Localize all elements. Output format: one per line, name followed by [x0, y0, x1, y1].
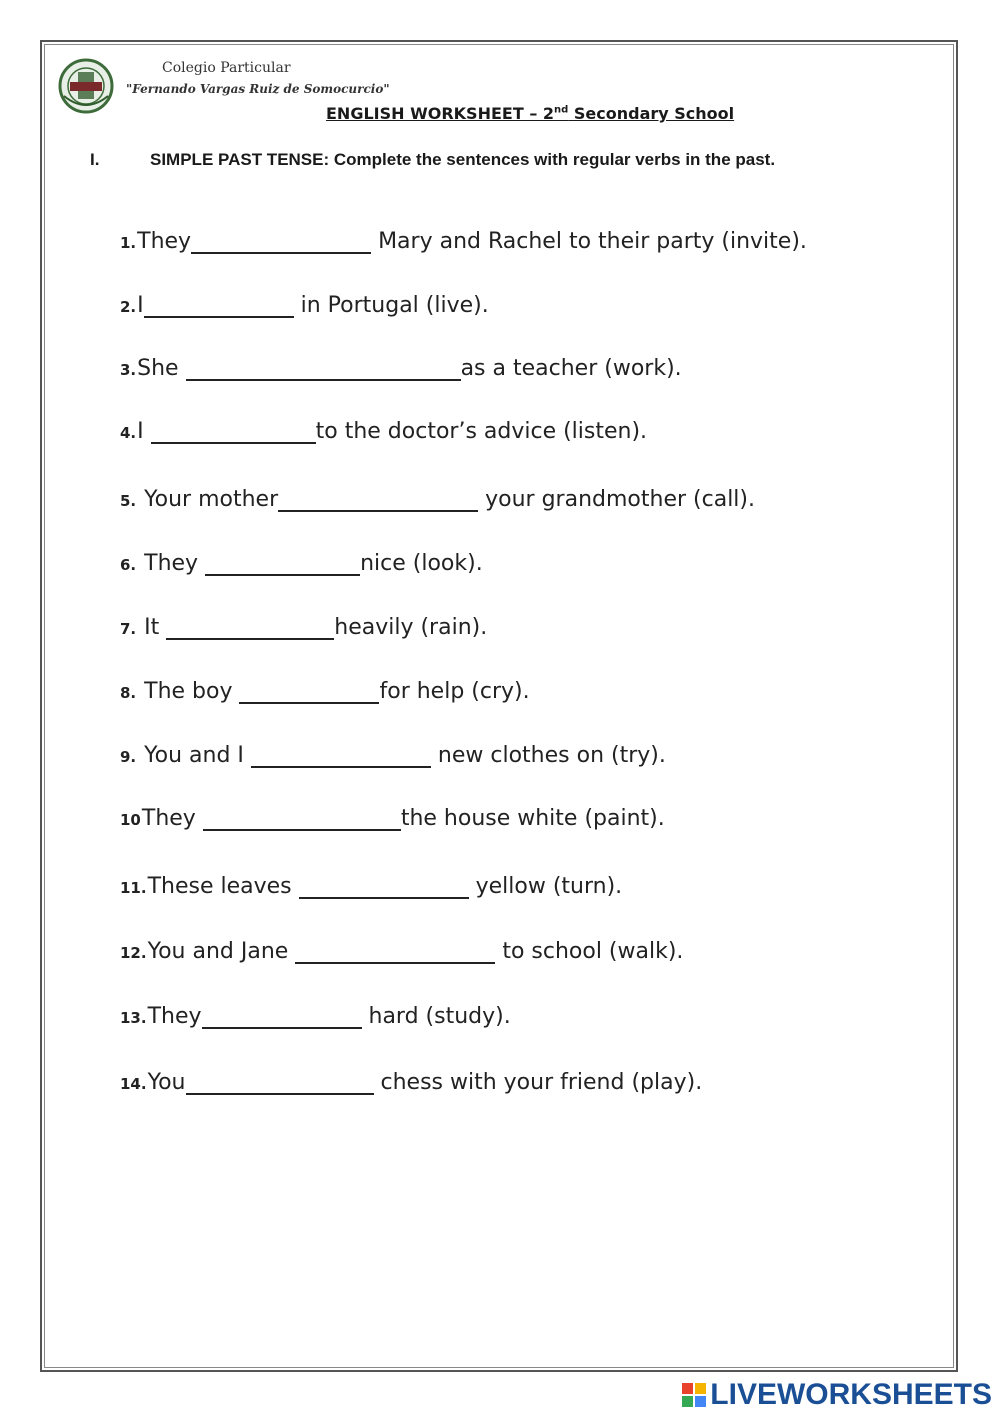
sentence-1: 1.They Mary and Rachel to their party (invite).: [120, 229, 807, 254]
answer-blank-5[interactable]: [278, 488, 478, 512]
answer-blank-4[interactable]: [151, 420, 316, 444]
sentence-7: 7. It heavily (rain).: [120, 615, 488, 640]
answer-blank-8[interactable]: [239, 680, 379, 704]
answer-blank-11[interactable]: [299, 875, 469, 899]
sentence-8: 8. The boy for help (cry).: [120, 679, 530, 704]
sentence-11: 11.These leaves yellow (turn).: [120, 874, 623, 899]
sentence-10: 10They the house white (paint).: [120, 806, 665, 831]
answer-blank-1[interactable]: [191, 230, 371, 254]
answer-blank-10[interactable]: [203, 807, 401, 831]
section-number: I.: [90, 150, 100, 169]
answer-blank-9[interactable]: [251, 744, 431, 768]
sentence-5: 5. Your mother your grandmother (call).: [120, 487, 755, 512]
answer-blank-2[interactable]: [144, 294, 294, 318]
sentence-3: 3.She as a teacher (work).: [120, 356, 682, 381]
liveworksheets-logo[interactable]: [682, 1378, 992, 1412]
answer-blank-6[interactable]: [205, 552, 360, 576]
section-instruction: SIMPLE PAST TENSE: Complete the sentences with regular verbs in the past.: [150, 150, 776, 169]
sentence-6: 6. They nice (look).: [120, 551, 483, 576]
answer-blank-13[interactable]: [202, 1005, 362, 1029]
sentence-13: 13.They hard (study).: [120, 1004, 511, 1029]
answer-blank-12[interactable]: [295, 940, 495, 964]
sentence-4: 4.I to the doctor’s advice (listen).: [120, 419, 648, 444]
answer-blank-3[interactable]: [186, 357, 461, 381]
school-crest-icon: [58, 58, 114, 114]
sentence-9: 9. You and I new clothes on (try).: [120, 743, 666, 768]
worksheet-title: ENGLISH WORKSHEET – 2nd Secondary School: [326, 104, 735, 123]
sentence-14: 14.You chess with your friend (play).: [120, 1070, 703, 1095]
sentence-2: 2.I in Portugal (live).: [120, 293, 489, 318]
answer-blank-14[interactable]: [186, 1071, 374, 1095]
sentence-12: 12.You and Jane to school (walk).: [120, 939, 684, 964]
school-name: Colegio Particular: [162, 60, 291, 76]
liveworksheets-brand: LIVEWORKSHEETS: [710, 1378, 992, 1411]
school-motto: "Fernando Vargas Ruiz de Somocurcio": [126, 82, 390, 96]
liveworksheets-mark-icon: [682, 1383, 706, 1407]
answer-blank-7[interactable]: [166, 616, 334, 640]
